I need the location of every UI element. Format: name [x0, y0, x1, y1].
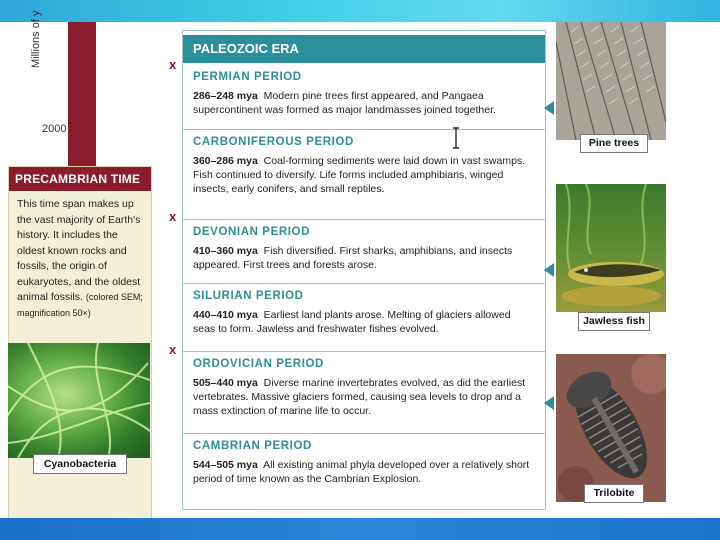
- period-name: PERMIAN PERIOD: [193, 71, 302, 83]
- pointer-arrow: [544, 101, 554, 115]
- precambrian-title: PRECAMBRIAN TIME: [9, 167, 151, 191]
- period-name: CAMBRIAN PERIOD: [193, 440, 312, 452]
- period-name: CARBONIFEROUS PERIOD: [193, 136, 354, 148]
- paleozoic-era-panel: [182, 30, 546, 510]
- period-description: 410–360 mya Fish diversified. First sharks, amphibians, and insects appeared. First trees and forests arose.: [193, 245, 513, 271]
- precambrian-description: This time span makes up the vast majority of Earth's history. It includes the oldest known rocks and fossils, the origin of eukaryotes, and the oldest animal fossils.: [17, 198, 141, 303]
- axis-label: Millions of y: [30, 10, 42, 68]
- pine-trees-caption: Pine trees: [580, 134, 648, 153]
- period-silurian: [183, 283, 545, 351]
- cyanobacteria-caption: Cyanobacteria: [33, 454, 127, 474]
- era-title: PALEOZOIC ERA: [183, 35, 545, 63]
- period-name: ORDOVICIAN PERIOD: [193, 358, 324, 370]
- precambrian-text: [9, 191, 151, 321]
- period-permian: [183, 65, 545, 129]
- x-marker: x: [169, 342, 177, 357]
- jawless-fish-caption: Jawless fish: [578, 312, 650, 331]
- axis-tick-2000: 2000: [42, 123, 67, 135]
- trilobite-caption: Trilobite: [584, 484, 644, 503]
- jawless-fish-photo: [556, 184, 666, 312]
- period-name: SILURIAN PERIOD: [193, 290, 304, 302]
- pointer-arrow: [544, 396, 554, 410]
- period-carboniferous: [183, 129, 545, 219]
- precambrian-note: (colored SEM; magnification 50×): [17, 292, 143, 318]
- period-description: 286–248 mya Modern pine trees first appeared, and Pangaea supercontinent was formed as major landmasses joined together.: [193, 90, 496, 116]
- top-banner: [0, 0, 720, 22]
- trilobite-photo: [556, 354, 666, 502]
- bottom-banner: [0, 518, 720, 540]
- pine-trees-photo: [556, 22, 666, 140]
- cyanobacteria-image: [8, 343, 150, 458]
- period-name: DEVONIAN PERIOD: [193, 226, 310, 238]
- pointer-arrow: [544, 263, 554, 277]
- text-cursor-icon: [452, 127, 460, 149]
- period-cambrian: [183, 433, 545, 509]
- period-ordovician: [183, 351, 545, 433]
- period-description: 505–440 mya Diverse marine invertebrates evolved, as did the earliest vertebrates. Massive glaciers formed, causing sea levels to drop and a mass extinction of marine life to occur.: [193, 377, 526, 417]
- x-marker: x: [169, 57, 177, 72]
- period-devonian: [183, 219, 545, 283]
- period-description: 360–286 mya Coal-forming sediments were laid down in vast swamps. Fish continued to diversify. Life forms included amphibians, winged insects, early conifers, and small reptiles.: [193, 155, 526, 195]
- x-marker: x: [169, 209, 177, 224]
- period-description: 440–410 mya Earliest land plants arose. Melting of glaciers allowed seas to form. Jawless and freshwater fishes evolved.: [193, 309, 511, 335]
- period-description: 544–505 mya All existing animal phyla developed over a relatively short period of time known as the Cambrian Explosion.: [193, 459, 530, 485]
